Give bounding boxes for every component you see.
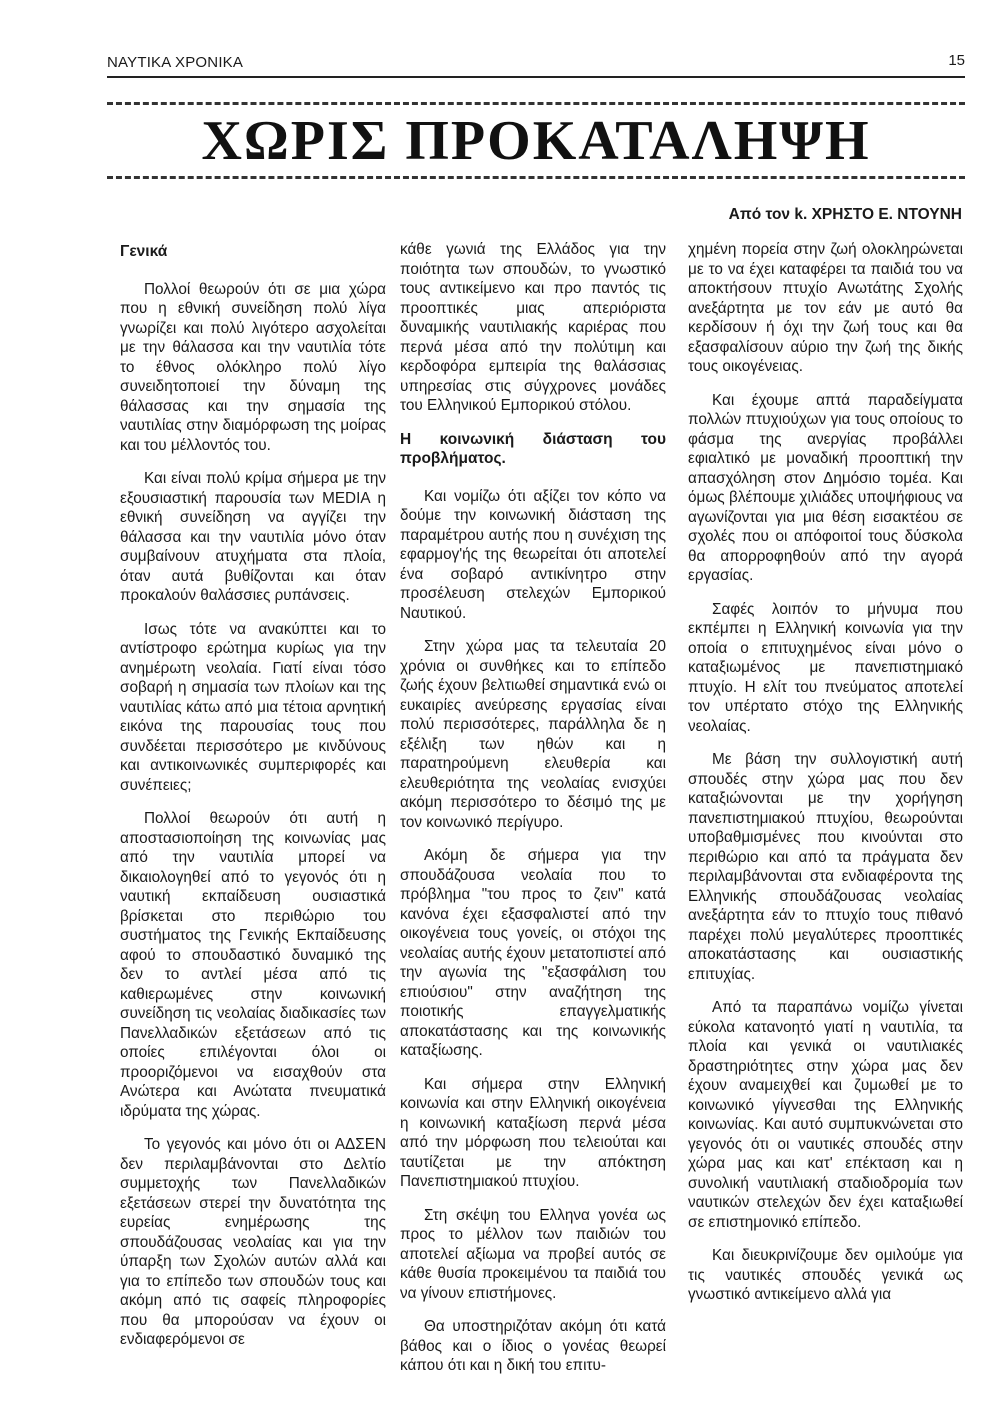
running-header (107, 54, 965, 78)
title-rule-bottom (107, 176, 965, 179)
paragraph: Και νομίζω ότι αξίζει τον κόπο να δούμε την κοινωνική διάσταση της παραμέτρου αυτής που η συνέχιση της εφαρμογ'ής της θεωρείται ότι αποτελεί ένα σοβαρό αντικίνητρο στην προσέλευση στελεχών Εμπορικού Ναυτικού. (400, 487, 666, 622)
column-3 (688, 240, 963, 1319)
paragraph: Και έχουμε απτά παραδείγματα πολλών πτυχιούχων για τους οποίους το φάσμα της ανεργίας προβάλλει εφιαλτικό με μοναδική προοπτική την απασχόληση στον Δημόσιο τομέα. Και όμως βλέπουμε χιλιάδες υποψήφιους να αγωνίζονται για μια θέση εισακτέου σε σχολές που οι απόφοιτοί τους δύσκολα θα απορροφηθούν από την αγορά εργασίας. (688, 391, 963, 584)
paragraph: Θα υποστηριζόταν ακόμη ότι κατά βάθος και ο ίδιος ο γονέας θεωρεί κάπου ότι και η δική του επιτυ- (400, 1318, 666, 1374)
paragraph: Και σήμερα στην Ελληνική κοινωνία και στην Ελληνική οικογένεια η κοινωνική καταξίωση περνά μέσα από την μόρφωση που τελειούται και ταυτίζεται με την απόκτηση Πανεπιστημιακού πτυχίου. (400, 1075, 666, 1190)
column-1 (120, 234, 386, 1364)
paragraph: χημένη πορεία στην ζωή ολοκληρώνεται με το να έχει καταφέρει τα παιδιά του να αποκτήσουν πτυχίο Ανωτάτης Σχολής ανεξάρτητα με τον εάν με αυτό θα κερδίσουν ή όχι την ζωή τους και θα εξασφαλίσουν αύριο την ζωή της δικής τους οικογένειας. (688, 241, 963, 375)
paragraph: Ισως τότε να ανακύπτει και το αντίστροφο ερώτημα κυρίως για την ανημέρωτη νεολαία. Γιατί είναι τόσο σοβαρή η σημασία των πλοίων και της ναυτιλίας κάτω από μια τέτοια αρνητική εικόνα της παρουσίας τους που συνδέεται περισσότερο με κινδύνους και αντικοινωνικές συμπεριφορές και συνέπειες; (120, 620, 386, 794)
magazine-name: ΝΑΥΤΙΚΑ ΧΡΟΝΙΚΑ (107, 54, 244, 71)
paragraph: Το γεγονός και μόνο ότι οι ΑΔΣΕΝ δεν περιλαμβάνονται στο Δελτίο συμμετοχής των Πανελλαδικών εξετάσεων στερεί την δυνατότητα της ευρείας ενημέρωσης της σπουδάζουσας νεολαίας και για την ύπαρξη των Σχολών αυτών αλλά και για το επίπεδο των σπουδών τους και ακόμη από τις σαφείς πληροφορίες που θα μπορούσαν να έχουν οι ενδιαφερόμενοι σε (120, 1136, 386, 1348)
paragraph: Στη σκέψη του Ελληνα γονέα ως προς το μέλλον των παιδιών του αποτελεί αξίωμα να προβεί αυτός σε κάθε θυσία προκειμένου τα παιδιά του να γίνουν επιστήμονες. (400, 1206, 666, 1302)
paragraph: κάθε γωνιά της Ελλάδος για την ποιότητα των σπουδών, το γνωστικό τους αντικείμενο και προ παντός τις προοπτικές μιας απεριόριστα δυναμικής ναυτιλιακής καριέρας που περνά μέσα από την πολύτιμη και κερδοφόρα εμπειρία της θαλάσσιας υπηρεσίας στις σύγχρονες μονάδες του Ελληνικού Εμπορικού στόλου. (400, 241, 666, 414)
section-heading: Η κοινωνική διάσταση του προβλήματος. (400, 430, 666, 467)
paragraph: Ακόμη δε σήμερα για την σπουδάζουσα νεολαία που το πρόβλημα "του προς το ζειν" κατά κανόνα έχει εξασφαλιστεί από την οικογένεια τους γονείς, οι στόχοι της νεολαίας αυτής έχουν μετατοπιστεί από την αγωνία της "εξασφάλιση του επιούσιου" στην αναζήτηση της ποιοτικής επαγγελματικής αποκατάστασης και της κοινωνικής καταξίωσης. (400, 847, 666, 1059)
title-rule-top (107, 102, 965, 105)
page-number: 15 (948, 52, 965, 69)
paragraph: Με βάση την συλλογιστική αυτή σπουδές στην χώρα μας που δεν καταξιώνονται με την χορήγηση πανεπιστημιακού πτυχίου, θεωρούνται υποβαθμισμένες που κινούνται στο περιθώριο και από τα πράγματα δεν περιλαμβάνονται στα ενδιαφέροντα της Ελληνικής σπουδάζουσας νεολαίας ανεξάρτητα εάν το πτυχίο τους πιθανό παρέχει πολύ μεγαλύτερες προοπτικές αποκατάστασης και ουσιαστικής επιτυχίας. (688, 751, 963, 983)
paragraph: Στην χώρα μας τα τελευταία 20 χρόνια οι συνθήκες και το επίπεδο ζωής έχουν βελτιωθεί σημαντικά ενώ οι ευκαιρίες ανεύρεσης εργασίας είναι πολύ περισσότερες, παράλληλα δε η εξέλιξη των ηθών και η παρατηρούμενη ελευθερία και ελευθεριότητα της νεολαίας ενισχύει ακόμη περισσότερο το δέσιμό της με τον κοινωνικό περίγυρο. (400, 638, 666, 831)
paragraph: Πολλοί θεωρούν ότι αυτή η αποστασιοποίηση της κοινωνίας μας από την ναυτιλία μπορεί να δικαιολογηθεί από το γεγονός ότι η ναυτική εκπαίδευση ουσιαστικά βρίσκεται στο περιθώριο του συστήματος της Γενικής Εκπαίδευσης αφού το σπουδαστικό δυναμικό της δεν το αντλεί μέσα από τις καθιερωμένες στην κοινωνική συνείδηση τις νεολαίας διαδικασίες των Πανελλαδικών εξετάσεων από τις οποίες επιλέγονται όλοι οι προοριζόμενοι να εισαχθούν στα Ανώτερα και Ανώτατα πνευματικά ιδρύματα της χώρας. (120, 810, 386, 1120)
byline: Από τον k. ΧΡΗΣΤΟ Ε. ΝΤΟΥΝΗ (728, 206, 962, 223)
paragraph: Πολλοί θεωρούν ότι σε μια χώρα που η εθνική συνείδηση πολύ λίγα γνωρίζει και πολύ λιγότερο ασχολείται με την θάλασσα και την ναυτιλία τότε το έθνος ολόκληρο πολύ λίγο συνειδητοποιεί την δύναμη της θάλασσας και την σημασία της ναυτιλίας στην διαμόρφωση της μοίρας και του μέλλοντός του. (120, 280, 386, 454)
section-heading: Γενικά (120, 243, 168, 260)
article-title: ΧΩΡΙΣ ΠΡΟΚΑΤΑΛΗΨΗ (201, 110, 871, 172)
paragraph: Και είναι πολύ κρίμα σήμερα με την εξουσιαστική παρουσία των MEDIA η εθνική συνείδηση να αγγίζει την θάλασσα και την ναυτιλία μόνο όταν συμβαίνουν ατυχήματα στα πλοία, όταν αυτά βυθίζονται και όταν προκαλούν θαλάσσιες ρυπάνσεις. (120, 470, 386, 604)
column-2 (400, 240, 666, 1390)
paragraph: Και διευκρινίζουμε δεν ομιλούμε για τις ναυτικές σπουδές γενικά ως γνωστικό αντικείμενο αλλά για (688, 1247, 963, 1303)
paragraph: Σαφές λοιπόν το μήνυμα που εκπέμπει η Ελληνική κοινωνία για την οποία ο επιτυχημένος είναι μόνο ο καταξιωμένος με πανεπιστημιακό πτυχίο. Η ελίτ του πνεύματος αποτελεί τον υπέρτατο στόχο της Ελληνικής νεολαίας. (688, 600, 963, 735)
paragraph: Από τα παραπάνω νομίζω γίνεται εύκολα κατανοητό γιατί η ναυτιλία, τα πλοία και γενικά οι ναυτιλιακές δραστηριότητες στην χώρα μας δεν έχουν αναμειχθεί και ζυμωθεί με το κοινωνικό γίγνεσθαι της Ελληνικής κοινωνίας. Και αυτό συμπυκνώνεται στο γεγονός ότι οι ναυτικές σπουδές στην χώρα μας και κατ' επέκταση και η συνολική ναυτιλιακή σταδιοδρομία των ναυτικών στελεχών δεν έχει καταξιωθεί σε επιστημονικό επίπεδο. (688, 999, 963, 1231)
